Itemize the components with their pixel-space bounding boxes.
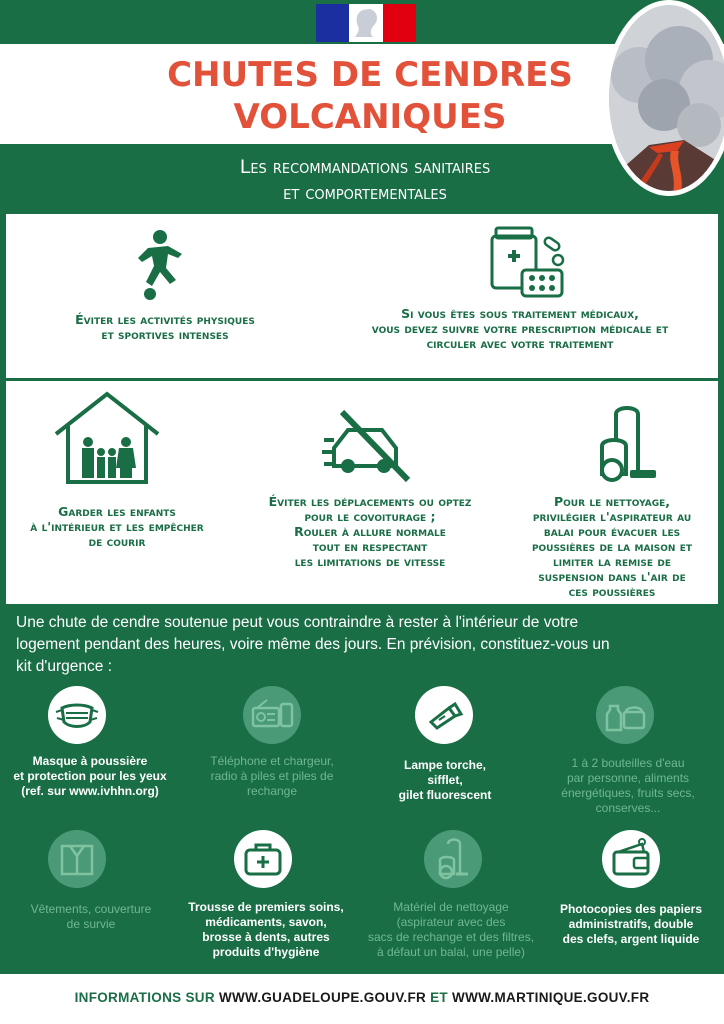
clothes-icon	[48, 830, 106, 888]
first-aid-kit-icon	[234, 830, 292, 888]
kit-documents-label: Photocopies des papiers administratifs, double des clefs, argent liquide	[559, 902, 703, 946]
footer-label-1: INFORMATIONS SUR	[74, 990, 215, 1005]
soccer-player-icon	[130, 228, 190, 305]
reco-medication: Si vous êtes sous traitement médicaux, vous devez suivre votre prescription médicale et circuler avec votre traitement	[371, 306, 669, 351]
kit-cleaning-label: Matériel de nettoyage (aspirateur avec des sacs de rechange et des filtres, à défaut un balai, une pelle)	[367, 900, 535, 959]
flashlight-icon	[415, 686, 473, 744]
kit-water-label: 1 à 2 bouteilles d'eau par personne, aliments énergétiques, fruits secs, conserves...	[561, 756, 695, 815]
guadeloupe-link[interactable]: WWW.GUADELOUPE.GOUV.FR	[218, 990, 427, 1005]
republique-francaise-logo	[316, 4, 416, 42]
subtitle: Les recommandations sanitaires et comportementales	[239, 156, 491, 204]
kit-phone-label: Téléphone et chargeur, radio à piles et piles de rechange	[210, 754, 334, 798]
reco-travel: Éviter les déplacements ou optez pour le covoiturage ; Rouler à allure normale tout en respectant les limitations de vitesse	[268, 494, 472, 569]
divider	[6, 378, 718, 381]
no-car-icon	[322, 408, 414, 489]
kit-flashlight-label: Lampe torche, sifflet, gilet fluorescent	[398, 758, 492, 802]
volcano-illustration	[604, 0, 724, 196]
footer-info	[0, 990, 724, 1005]
vacuum-cleaner-icon	[594, 404, 660, 489]
reco-sports: Éviter les activités physiques et sportives intenses	[75, 312, 255, 342]
page-title: CHUTES DE CENDRES VOLCANIQUES	[167, 55, 573, 137]
cleaning-equipment-icon	[424, 830, 482, 888]
emergency-kit-intro: Une chute de cendre soutenue peut vous contraindre à rester à l'intérieur de votre logement pendant des heures, voire même des jours. En prévision, constituez-vous un kit d'urgence :	[16, 614, 610, 675]
phone-radio-icon	[243, 686, 301, 744]
wallet-documents-icon	[602, 830, 660, 888]
reco-children: Garder les enfants à l'intérieur et les empêcher de courir	[30, 504, 204, 549]
kit-clothes-label: Vêtements, couverture de survie	[30, 902, 152, 931]
reco-cleaning: Pour le nettoyage, privilégier l'aspirateur au balai pour évacuer les poussières de la maison et limiter la remise de suspension dans l'air de ces poussières	[531, 494, 693, 599]
kit-first-aid-label: Trousse de premiers soins, médicaments, savon, brosse à dents, autres produits d'hygiène	[188, 900, 344, 959]
medication-icon	[488, 226, 568, 307]
house-family-icon	[52, 390, 162, 491]
water-food-icon	[596, 686, 654, 744]
footer-label-2: ET	[430, 990, 448, 1005]
mask-icon	[48, 686, 106, 744]
kit-mask-label: Masque à poussière et protection pour les yeux (ref. sur www.ivhhn.org)	[13, 754, 167, 798]
martinique-link[interactable]: WWW.MARTINIQUE.GOUV.FR	[452, 990, 650, 1005]
